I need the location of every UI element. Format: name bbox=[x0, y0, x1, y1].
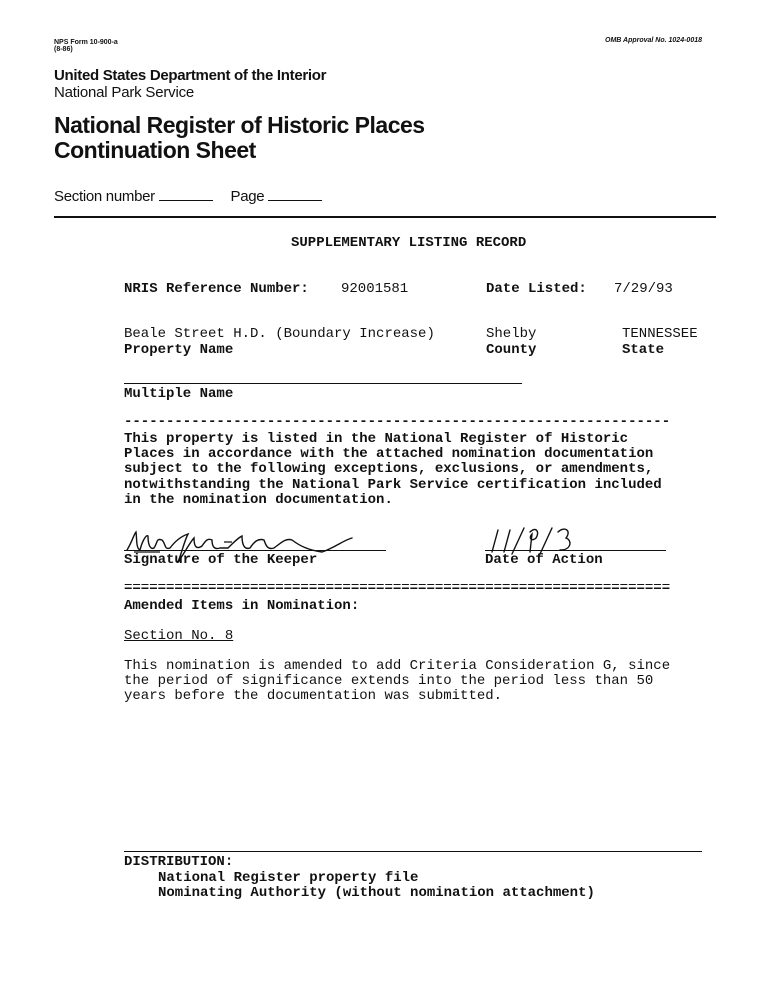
multiple-name-label: Multiple Name bbox=[124, 386, 234, 402]
multiple-name-line bbox=[124, 383, 522, 384]
distribution-label: DISTRIBUTION: bbox=[124, 854, 234, 870]
state-value: TENNESSEE bbox=[622, 326, 698, 342]
record-heading: SUPPLEMENTARY LISTING RECORD bbox=[291, 235, 527, 251]
nris-label: NRIS Reference Number: bbox=[124, 281, 309, 297]
department-name: United States Department of the Interior bbox=[54, 67, 327, 84]
property-name-label: Property Name bbox=[124, 342, 234, 358]
omb-approval: OMB Approval No. 1024-0018 bbox=[605, 37, 702, 44]
agency-name: National Park Service bbox=[54, 84, 195, 101]
county-label: County bbox=[486, 342, 537, 358]
distribution-item: Nominating Authority (without nomination attachment) bbox=[158, 885, 595, 901]
page-title: National Register of Historic Places bbox=[54, 112, 425, 138]
form-date: (8-86) bbox=[54, 46, 73, 53]
page-blank bbox=[268, 200, 322, 201]
header-divider bbox=[54, 216, 716, 218]
double-separator: ================================================================= bbox=[124, 584, 671, 596]
distribution-divider bbox=[124, 851, 702, 852]
dash-separator: ----------------------------------------------------------------- bbox=[124, 414, 671, 430]
property-name-value: Beale Street H.D. (Boundary Increase) bbox=[124, 326, 435, 342]
page-label: Page bbox=[230, 188, 265, 205]
section-number-blank bbox=[159, 200, 213, 201]
signature-line bbox=[124, 550, 386, 551]
listing-statement: This property is listed in the National Register of Historic Places in accordance with the attached nomination documentation subject to the following exceptions, exclusions, or amendments, notwithstanding the National Park Service certification included in the nomination documentation. bbox=[124, 431, 662, 508]
amendment-text: This nomination is amended to add Criteria Consideration G, since the period of significance extends into the period less than 50 years before the documentation was submitted. bbox=[124, 658, 671, 705]
distribution-item: National Register property file bbox=[158, 870, 419, 886]
section-number-label: Section number bbox=[54, 188, 155, 205]
date-of-action-line bbox=[485, 550, 666, 551]
amended-items-label: Amended Items in Nomination: bbox=[124, 598, 360, 614]
state-label: State bbox=[622, 342, 665, 358]
section-page-line bbox=[54, 188, 322, 205]
date-listed-label: Date Listed: bbox=[486, 281, 587, 297]
county-value: Shelby bbox=[486, 326, 537, 342]
nris-value: 92001581 bbox=[341, 281, 409, 297]
date-listed-value: 7/29/93 bbox=[614, 281, 673, 297]
form-number: NPS Form 10-900-a bbox=[54, 39, 118, 46]
signature-label: Signature of the Keeper bbox=[124, 552, 318, 568]
date-of-action-label: Date of Action bbox=[485, 552, 603, 568]
section-number-amended: Section No. 8 bbox=[124, 628, 234, 644]
page-subtitle: Continuation Sheet bbox=[54, 137, 256, 163]
